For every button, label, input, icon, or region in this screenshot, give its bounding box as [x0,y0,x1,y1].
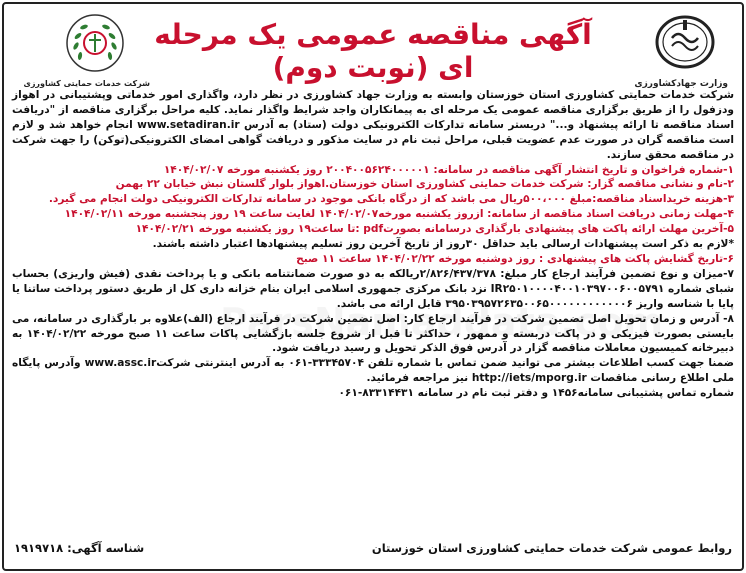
ministry-caption: وزارت جهادکشاورزی [634,79,728,89]
publisher-signature: روابط عمومی شرکت خدمات حمایتی کشاورزی استان خوزستان [371,541,732,555]
jahad-ministry-logo-icon [650,12,720,74]
wheat-wreath-logo-icon [64,12,126,74]
validity-note: *لازم به ذکر است پیشنهادات ارسالی باید حداقل ۳۰روز از تاریخ آخرین روز تسلیم پیشنهادها اعتبار داشته باشند. [152,238,734,251]
ministry-logo [634,12,728,90]
intro-paragraph: شرکت خدمات حمایتی کشاورزی استان خوزستان وابسته به وزارت جهاد کشاورزی در نظر دارد، واگذاری امور خدماتی وپشتیبانی در اهواز ودزفول را از طریق برگزاری مناقصه عمومی یک مرحله ای به پیمانکاران واجد شرایط واگذار نماید. کلیه مراحل برگزاری مناقصه از "دریافت اسناد مناقصه تا ارائه پیشنهاد و..." دربستر سامانه تدارکات الکترونیکی دولت (ستاد) به آدرس www.setadiran.ir انجام خواهد شد و لازم است مناقصه گران در صورت عدم عضویت قبلی، مراحل ثبت نام در سایت مذکور و دریافت گواهی امضای الکترونیکی(توکن) را جهت شرکت در مناقصه محقق سازند. [12,89,734,161]
support-contact: شماره تماس پشتیبانی سامانه۱۴۵۶ و دفتر ثبت نام در سامانه ۸۳۳۱۴۴۳۱-۰۶۱ [338,387,734,400]
item-document-deadline: ۴-مهلت زمانی دریافت اسناد مناقصه از سامانه: ازروز یکشنبه مورخه۱۴۰۴/۰۲/۰۷ لغایت ساعت ۱۹ روز پنجشنبه مورخه ۱۴۰۴/۰۲/۱۱ [64,208,734,221]
item-tenderer-address: ۲-نام و نشانی مناقصه گزار: شرکت خدمات حمایتی کشاورزی استان خوزستان.اهواز بلوار گلستان نبش خیابان ۲۲ بهمن [115,178,734,191]
item-document-fee: ۳-هزینه خریداسناد مناقصه:مبلغ ۵۰۰،۰۰۰ریال می باشد که از درگاه بانکی موجود در سامانه تدارکات الکترونیکی دولت انجام می گیرد. [48,193,734,206]
ad-id: شناسه آگهی: ۱۹۱۹۷۱۸ [14,541,145,555]
company-logo [23,12,150,90]
notice-body [12,88,734,565]
item-guarantee-delivery: ۸- آدرس و زمان تحویل اصل تضمین شرکت در فرآیند ارجاع کار: اصل تضمین شرکت در فرآیند ارجاع (الف)علاوه بر بارگذاری در سامانه، می بایستی بصورت فیزیکی و در پاکت دربسته و ممهور ، حداکثر تا قبل از شروع جلسه بازگشایی پاکات ساعت ۱۱ صبح مورخه ۱۴۰۴/۰۲/۲۲ به دبیرخانه کمیسیون معاملات مناقصه گزار در آدرس فوق الذکر تحویل و رسید دریافت شود. [12,312,735,355]
footer [14,541,732,563]
header [0,4,746,88]
item-opening-date: ۶-تاریخ گشایش پاکت های پیشنهادی : روز دوشنبه مورخه ۱۴۰۴/۰۲/۲۲ ساعت ۱۱ صبح [296,252,734,265]
contact-info: ضمنا جهت کسب اطلاعات بیشتر می توانید ضمن تماس با شماره تلفن ۳۳۳۴۵۷۰۴-۰۶۱ به آدرس اینترنتی شرکتwww.assc.ir وآدرس پایگاه ملی اطلاع رسانی مناقصات http://iets/mporg.ir نیز مراجعه فرمائید. [12,357,734,385]
item-guarantee: ۷-میزان و نوع تضمین فرآیند ارجاع کار مبلغ: ۲/۸۲۶/۴۳۷/۳۷۸ریالکه به دو صورت ضمانتنامه بانکی و یا پرداخت نقدی (فیش واریزی) بحساب شبای شماره IR۲۵۰۱۰۰۰۰۴۰۰۱۰۳۹۷۰۰۶۰۰۵۷۹۱ نزد بانک مرکزی جمهوری اسلامی ایران بنام خزانه داری کل از طریق دستور پرداخت ساتنا یا پایا با شناسه واریز ۳۹۵۰۳۹۵۷۲۶۳۵۰۰۶۵۰۰۰۰۰۰۰۰۰۰۰۰۶ قابل ارائه می باشد. [12,267,735,310]
item-submission-deadline: ۵-آخرین مهلت ارائه پاکت های پیشنهادی بارگذاری درسامانه بصورتpdf :تا ساعت۱۹ روز یکشنبه مورخه ۱۴۰۴/۰۲/۲۱ [135,223,734,236]
item-call-number: ۱-شماره فراخوان و تاریخ انتشار آگهی مناقصه در سامانه: ۲۰۰۴۰۰۵۶۲۴۰۰۰۰۰۱ روز یکشنبه مورخه ۱۴۰۴/۰۲/۰۷ [163,163,734,176]
notice-title: آگهی مناقصه عمومی یک مرحله ای (نوبت دوم) [154,18,592,84]
company-caption: شرکت خدمات حمایتی کشاورزی [23,79,150,88]
